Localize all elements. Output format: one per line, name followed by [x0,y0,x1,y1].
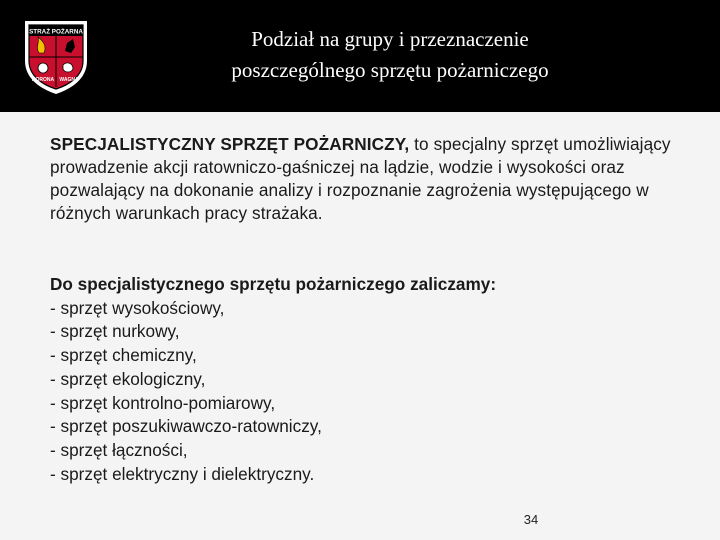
list-item: - sprzęt ekologiczny, [50,368,206,389]
definition-text: to specjalny sprzęt umożliwiający prowadzenie akcji ratowniczo-gaśniczej na lądzie, wodzie i wysokości oraz pozwalający na dokonanie analizy i rozpoznanie zagrożenia występującego w różnych warunkach pracy strażaka. [50,134,671,223]
emblem-left-text: KORONA [31,77,55,83]
list-item: - sprzęt chemiczny, [50,345,197,366]
list-intro: Do specjalistycznego sprzętu pożarniczego zaliczamy: [50,274,497,294]
slide-title: Podział na grupy i przeznaczenie poszczególnego sprzętu pożarniczego [231,27,549,82]
emblem-right-text: WAGNA [59,77,79,83]
fire-brigade-emblem-icon [21,17,91,97]
list-item: - sprzęt elektryczny i dielektryczny. [50,463,315,484]
definition-paragraph [50,133,690,225]
list-item: - sprzęt łączności, [50,439,188,460]
slide-header [0,0,720,112]
equipment-list-section [50,273,690,486]
page-number: 34 [523,512,539,527]
emblem-top-text: STRAŻ POŻARNA [29,28,83,36]
list-item: - sprzęt wysokościowy, [50,297,225,318]
list-item: - sprzęt poszukiwawczo-ratowniczy, [50,416,322,437]
list-item: - sprzęt nurkowy, [50,321,180,342]
list-item: - sprzęt kontrolno-pomiarowy, [50,392,276,413]
equipment-list [50,297,690,487]
definition-term: SPECJALISTYCZNY SPRZĘT POŻARNICZY, [50,134,410,154]
